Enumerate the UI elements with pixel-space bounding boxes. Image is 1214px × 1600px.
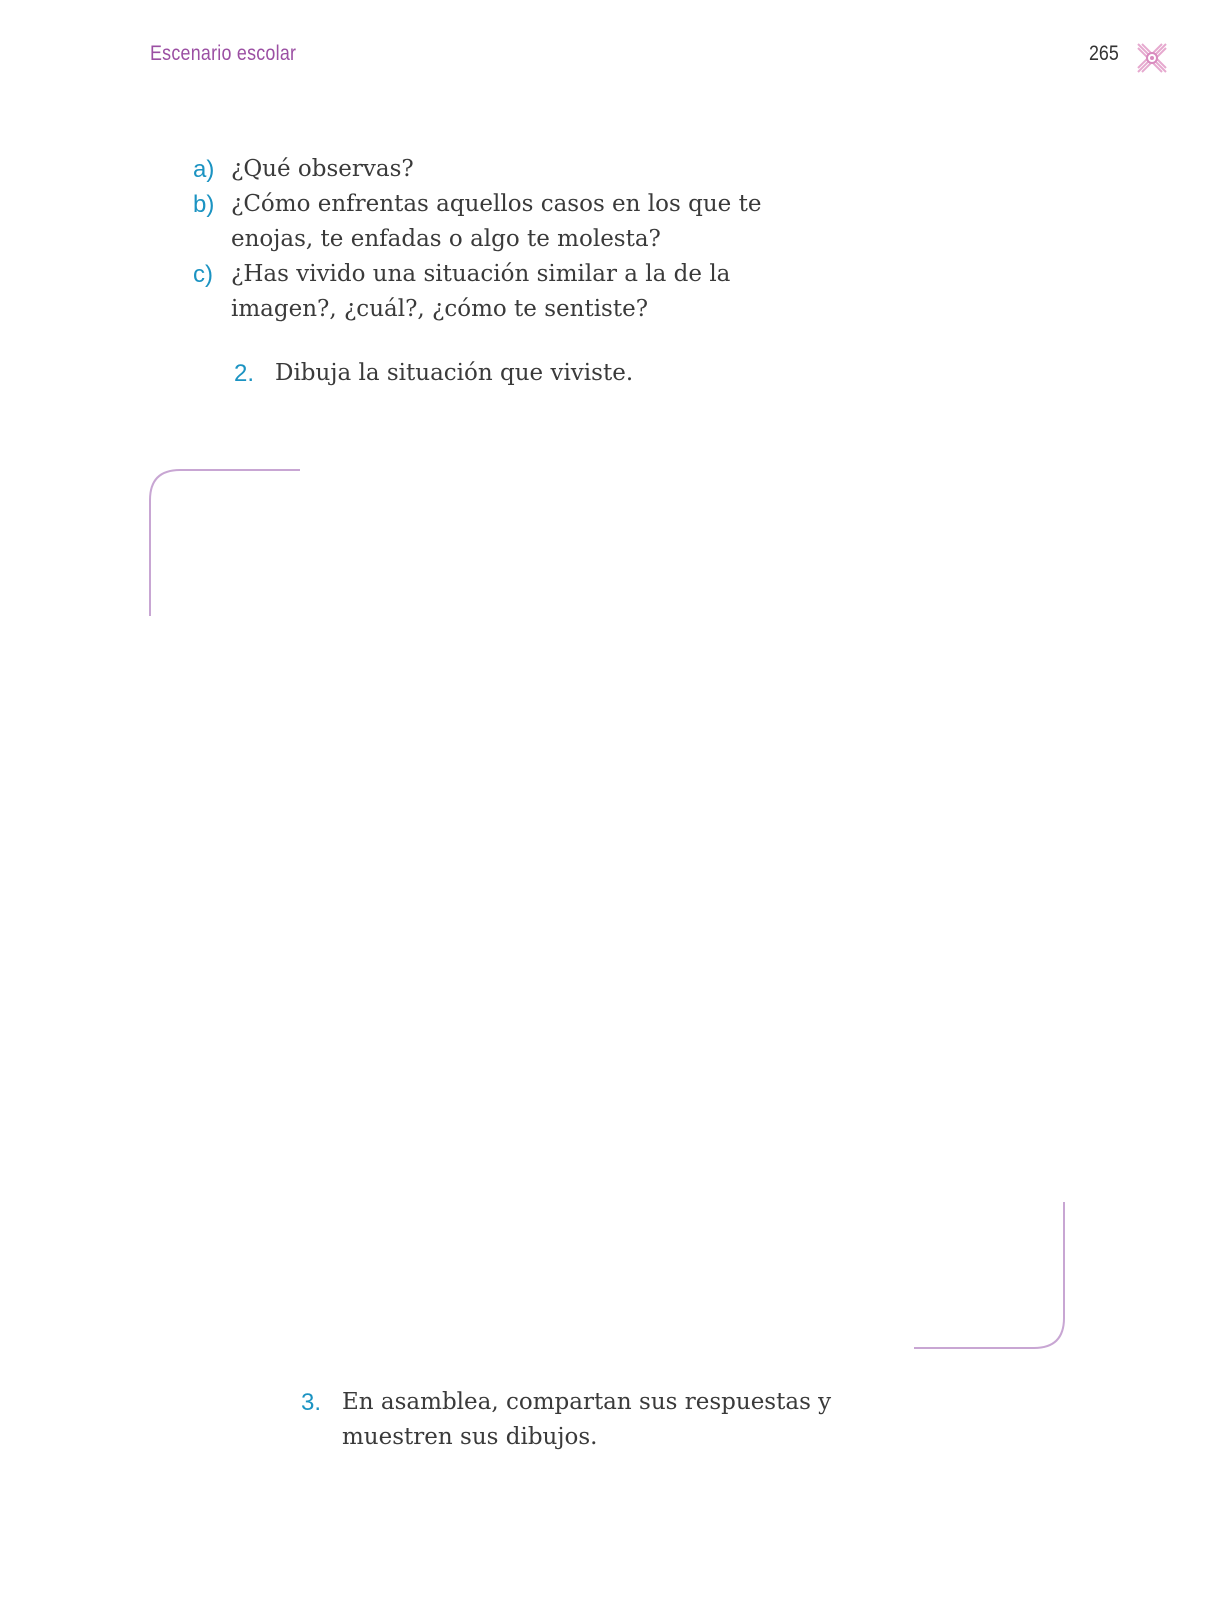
question-text: ¿Has vivido una situación similar a la de la imagen?, ¿cuál?, ¿cómo te sentiste? bbox=[231, 261, 731, 322]
step-text: Dibuja la situación que viviste. bbox=[275, 360, 634, 386]
section-title: Escenario escolar bbox=[150, 42, 297, 65]
question-text: ¿Qué observas? bbox=[231, 156, 414, 182]
page-number: 265 bbox=[1089, 42, 1119, 65]
question-letter: a) bbox=[193, 156, 215, 183]
frame-corner-top-left bbox=[148, 468, 308, 618]
question-item bbox=[193, 187, 833, 257]
step-number: 3. bbox=[301, 1389, 322, 1416]
question-letter: c) bbox=[193, 261, 213, 288]
frame-corner-bottom-right bbox=[906, 1200, 1066, 1350]
question-list bbox=[193, 152, 833, 327]
question-letter: b) bbox=[193, 191, 215, 218]
question-item bbox=[193, 257, 833, 327]
step-3-instruction bbox=[301, 1385, 921, 1455]
step-2-instruction bbox=[234, 356, 934, 391]
flower-ornament-icon bbox=[1134, 40, 1170, 76]
step-text: En asamblea, compartan sus respuestas y muestren sus dibujos. bbox=[342, 1389, 832, 1450]
step-number: 2. bbox=[234, 360, 255, 387]
question-item bbox=[193, 152, 833, 187]
question-text: ¿Cómo enfrentas aquellos casos en los que te enojas, te enfadas o algo te molesta? bbox=[231, 191, 762, 252]
